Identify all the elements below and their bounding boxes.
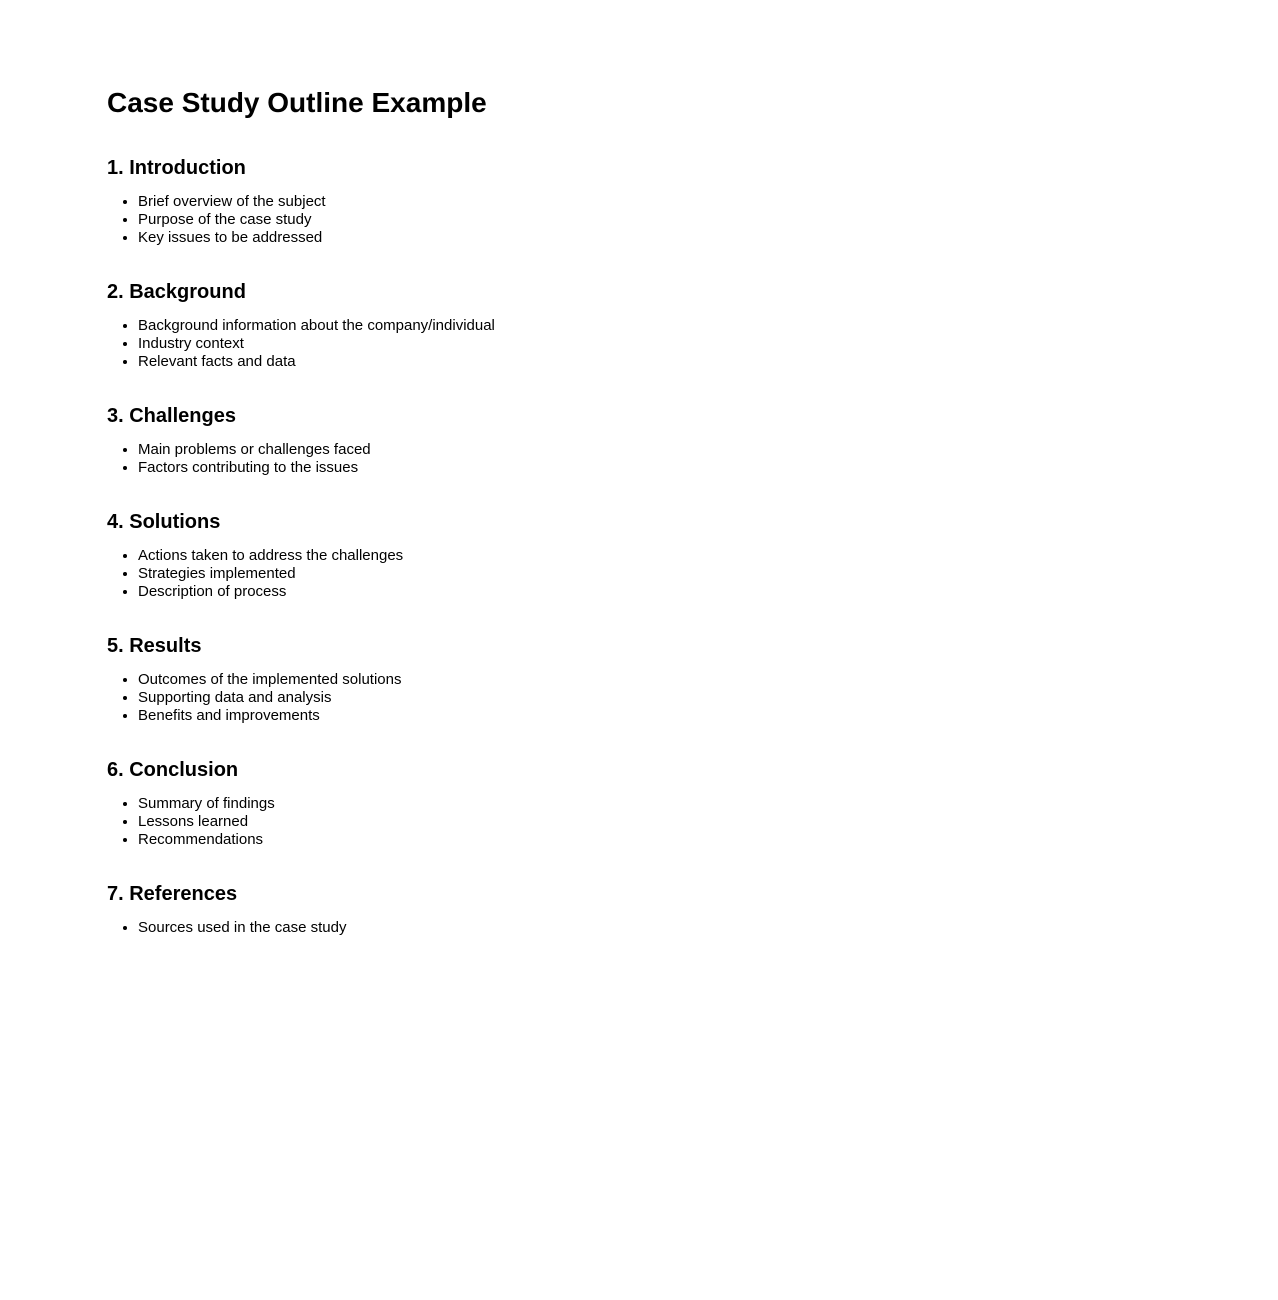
bullet-item: • Summary of findings (138, 795, 1198, 813)
bullet-list (107, 193, 1198, 247)
bullet-item: • Factors contributing to the issues (138, 459, 1198, 477)
section-challenges (107, 405, 1198, 477)
section-heading: 1. Introduction (107, 157, 246, 179)
bullet-item: • Lessons learned (138, 813, 1198, 831)
bullet-item: • Brief overview of the subject (138, 193, 1198, 211)
section-heading: 5. Results (107, 635, 202, 657)
section-conclusion (107, 759, 1198, 849)
bullet-item: • Main problems or challenges faced (138, 441, 1198, 459)
section-heading: 3. Challenges (107, 405, 236, 427)
bullet-item: • Benefits and improvements (138, 707, 1198, 725)
page-title: Case Study Outline Example (107, 87, 487, 118)
bullet-item: • Relevant facts and data (138, 353, 1198, 371)
section-heading: 4. Solutions (107, 511, 221, 533)
bullet-list (107, 671, 1198, 725)
bullet-list (107, 795, 1198, 849)
bullet-item: • Key issues to be addressed (138, 229, 1198, 247)
section-solutions (107, 511, 1198, 601)
bullet-item: • Recommendations (138, 831, 1198, 849)
bullet-item: • Industry context (138, 335, 1198, 353)
bullet-item: • Outcomes of the implemented solutions (138, 671, 1198, 689)
bullet-item: • Description of process (138, 583, 1198, 601)
section-heading: 6. Conclusion (107, 759, 239, 781)
bullet-list (107, 919, 1198, 937)
bullet-list (107, 547, 1198, 601)
bullet-list (107, 317, 1198, 371)
bullet-item: • Strategies implemented (138, 565, 1198, 583)
bullet-item: • Sources used in the case study (138, 919, 1198, 937)
section-introduction (107, 157, 1198, 247)
bullet-item: • Actions taken to address the challenges (138, 547, 1198, 565)
bullet-list (107, 441, 1198, 477)
section-references (107, 883, 1198, 937)
section-heading: 7. References (107, 883, 238, 905)
section-background (107, 281, 1198, 371)
section-results (107, 635, 1198, 725)
section-heading: 2. Background (107, 281, 246, 303)
bullet-item: • Background information about the company/individual (138, 317, 1198, 335)
bullet-item: • Supporting data and analysis (138, 689, 1198, 707)
bullet-item: • Purpose of the case study (138, 211, 1198, 229)
